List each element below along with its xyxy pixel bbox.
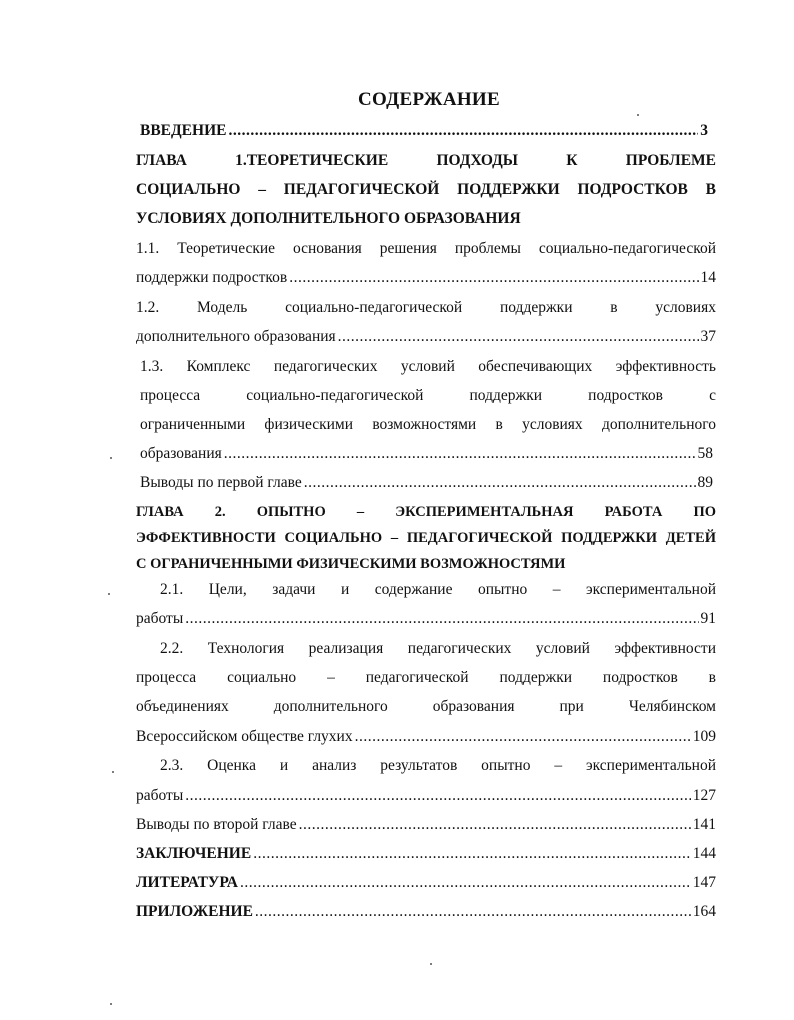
toc-entry-2-2-text: объединениях дополнительного образования при Челябинском [136,698,716,715]
toc-entry-1-3-text: ограниченными физическими возможностями в условиях дополнительного [140,416,716,433]
leader-dots [185,786,691,806]
leader-dots [185,609,698,629]
chapter-1-heading-line: УСЛОВИЯХ ДОПОЛНИТЕЛЬНОГО ОБРАЗОВАНИЯ [136,210,521,227]
toc-entry-label: Выводы по второй главе [136,816,297,833]
toc-entry-1-2[interactable] [136,327,716,347]
toc-entry-2-3[interactable] [136,786,716,806]
toc-page-number: 3 [700,122,708,139]
scan-speck [110,457,112,459]
toc-entry-label: ВВЕДЕНИЕ [140,122,227,139]
toc-page-number: 14 [700,269,716,286]
toc-entry-appendix[interactable] [136,902,716,922]
toc-entry-2-2-text: 2.2. Технология реализация педагогических условий эффективности [160,640,716,657]
toc-page-number: 144 [692,845,716,862]
toc-page-number: 164 [692,903,716,920]
toc-entry-label: ЗАКЛЮЧЕНИЕ [136,845,252,862]
toc-entry-1-1-text: 1.1. Теоретические основания решения проблемы социально-педагогической [136,240,716,257]
leader-dots [289,268,698,288]
toc-entry-2-2-text: процесса социально – педагогической поддержки подростков в [136,669,716,686]
toc-entry-1-2-text: 1.2. Модель социально-педагогической поддержки в условиях [136,299,716,316]
toc-entry-intro[interactable] [140,121,708,141]
toc-page-number: 109 [692,728,716,745]
toc-entry-label: ЛИТЕРАТУРА [136,874,238,891]
toc-page-number: 89 [697,474,713,491]
toc-entry-label: работы [136,787,184,804]
toc-entry-conclusions-1[interactable] [140,473,713,493]
toc-page-number: 141 [692,816,716,833]
scan-speck [108,593,110,595]
toc-entry-label: Всероссийском обществе глухих [136,728,353,745]
toc-entry-1-3-text: 1.3. Комплекс педагогических условий обеспечивающих эффективность [140,358,716,375]
leader-dots [255,902,691,922]
toc-entry-label: дополнительного образования [136,328,336,345]
scan-speck [110,1003,112,1005]
leader-dots [224,444,696,464]
chapter-1-heading-line: СОЦИАЛЬНО – ПЕДАГОГИЧЕСКОЙ ПОДДЕРЖКИ ПОДРОСТКОВ В [136,181,716,198]
toc-entry-conclusions-2[interactable] [136,815,716,835]
toc-page-number: 127 [692,787,716,804]
chapter-2-heading-line: ГЛАВА 2. ОПЫТНО – ЭКСПЕРИМЕНТАЛЬНАЯ РАБОТА ПО [136,504,716,520]
chapter-2-heading-line: С ОГРАНИЧЕННЫМИ ФИЗИЧЕСКИМИ ВОЗМОЖНОСТЯМИ [136,556,566,572]
toc-entry-label: поддержки подростков [136,269,288,286]
toc-page-number: 58 [697,445,713,462]
toc-entry-label: образования [140,445,222,462]
chapter-2-heading-line: ЭФФЕКТИВНОСТИ СОЦИАЛЬНО – ПЕДАГОГИЧЕСКОЙ ПОДДЕРЖКИ ДЕТЕЙ [136,530,716,546]
toc-entry-2-2[interactable] [136,727,716,747]
toc-entry-1-1[interactable] [136,268,716,288]
page-title: СОДЕРЖАНИЕ [358,89,500,110]
leader-dots [240,873,691,893]
scan-speck [430,963,432,965]
toc-page-number: 147 [692,874,716,891]
toc-entry-label: Выводы по первой главе [140,474,302,491]
toc-entry-2-1[interactable] [136,609,716,629]
scan-speck [637,114,639,116]
toc-entry-label: ПРИЛОЖЕНИЕ [136,903,253,920]
toc-entry-2-3-text: 2.3. Оценка и анализ результатов опытно – экспериментальной [160,757,716,774]
toc-entry-literature[interactable] [136,873,716,893]
leader-dots [304,473,696,493]
scan-speck [112,771,114,773]
toc-entry-conclusion[interactable] [136,844,716,864]
toc-entry-label: работы [136,610,184,627]
toc-page-number: 91 [700,610,716,627]
toc-page-number: 37 [700,328,716,345]
leader-dots [228,121,698,141]
leader-dots [253,844,691,864]
leader-dots [338,327,699,347]
toc-entry-2-1-text: 2.1. Цели, задачи и содержание опытно – экспериментальной [160,581,716,598]
toc-entry-1-3-text: процесса социально-педагогической поддержки подростков с [140,387,716,404]
leader-dots [299,815,691,835]
toc-entry-1-3[interactable] [140,444,713,464]
leader-dots [355,727,691,747]
chapter-1-heading-line: ГЛАВА 1.ТЕОРЕТИЧЕСКИЕ ПОДХОДЫ К ПРОБЛЕМЕ [136,152,716,169]
